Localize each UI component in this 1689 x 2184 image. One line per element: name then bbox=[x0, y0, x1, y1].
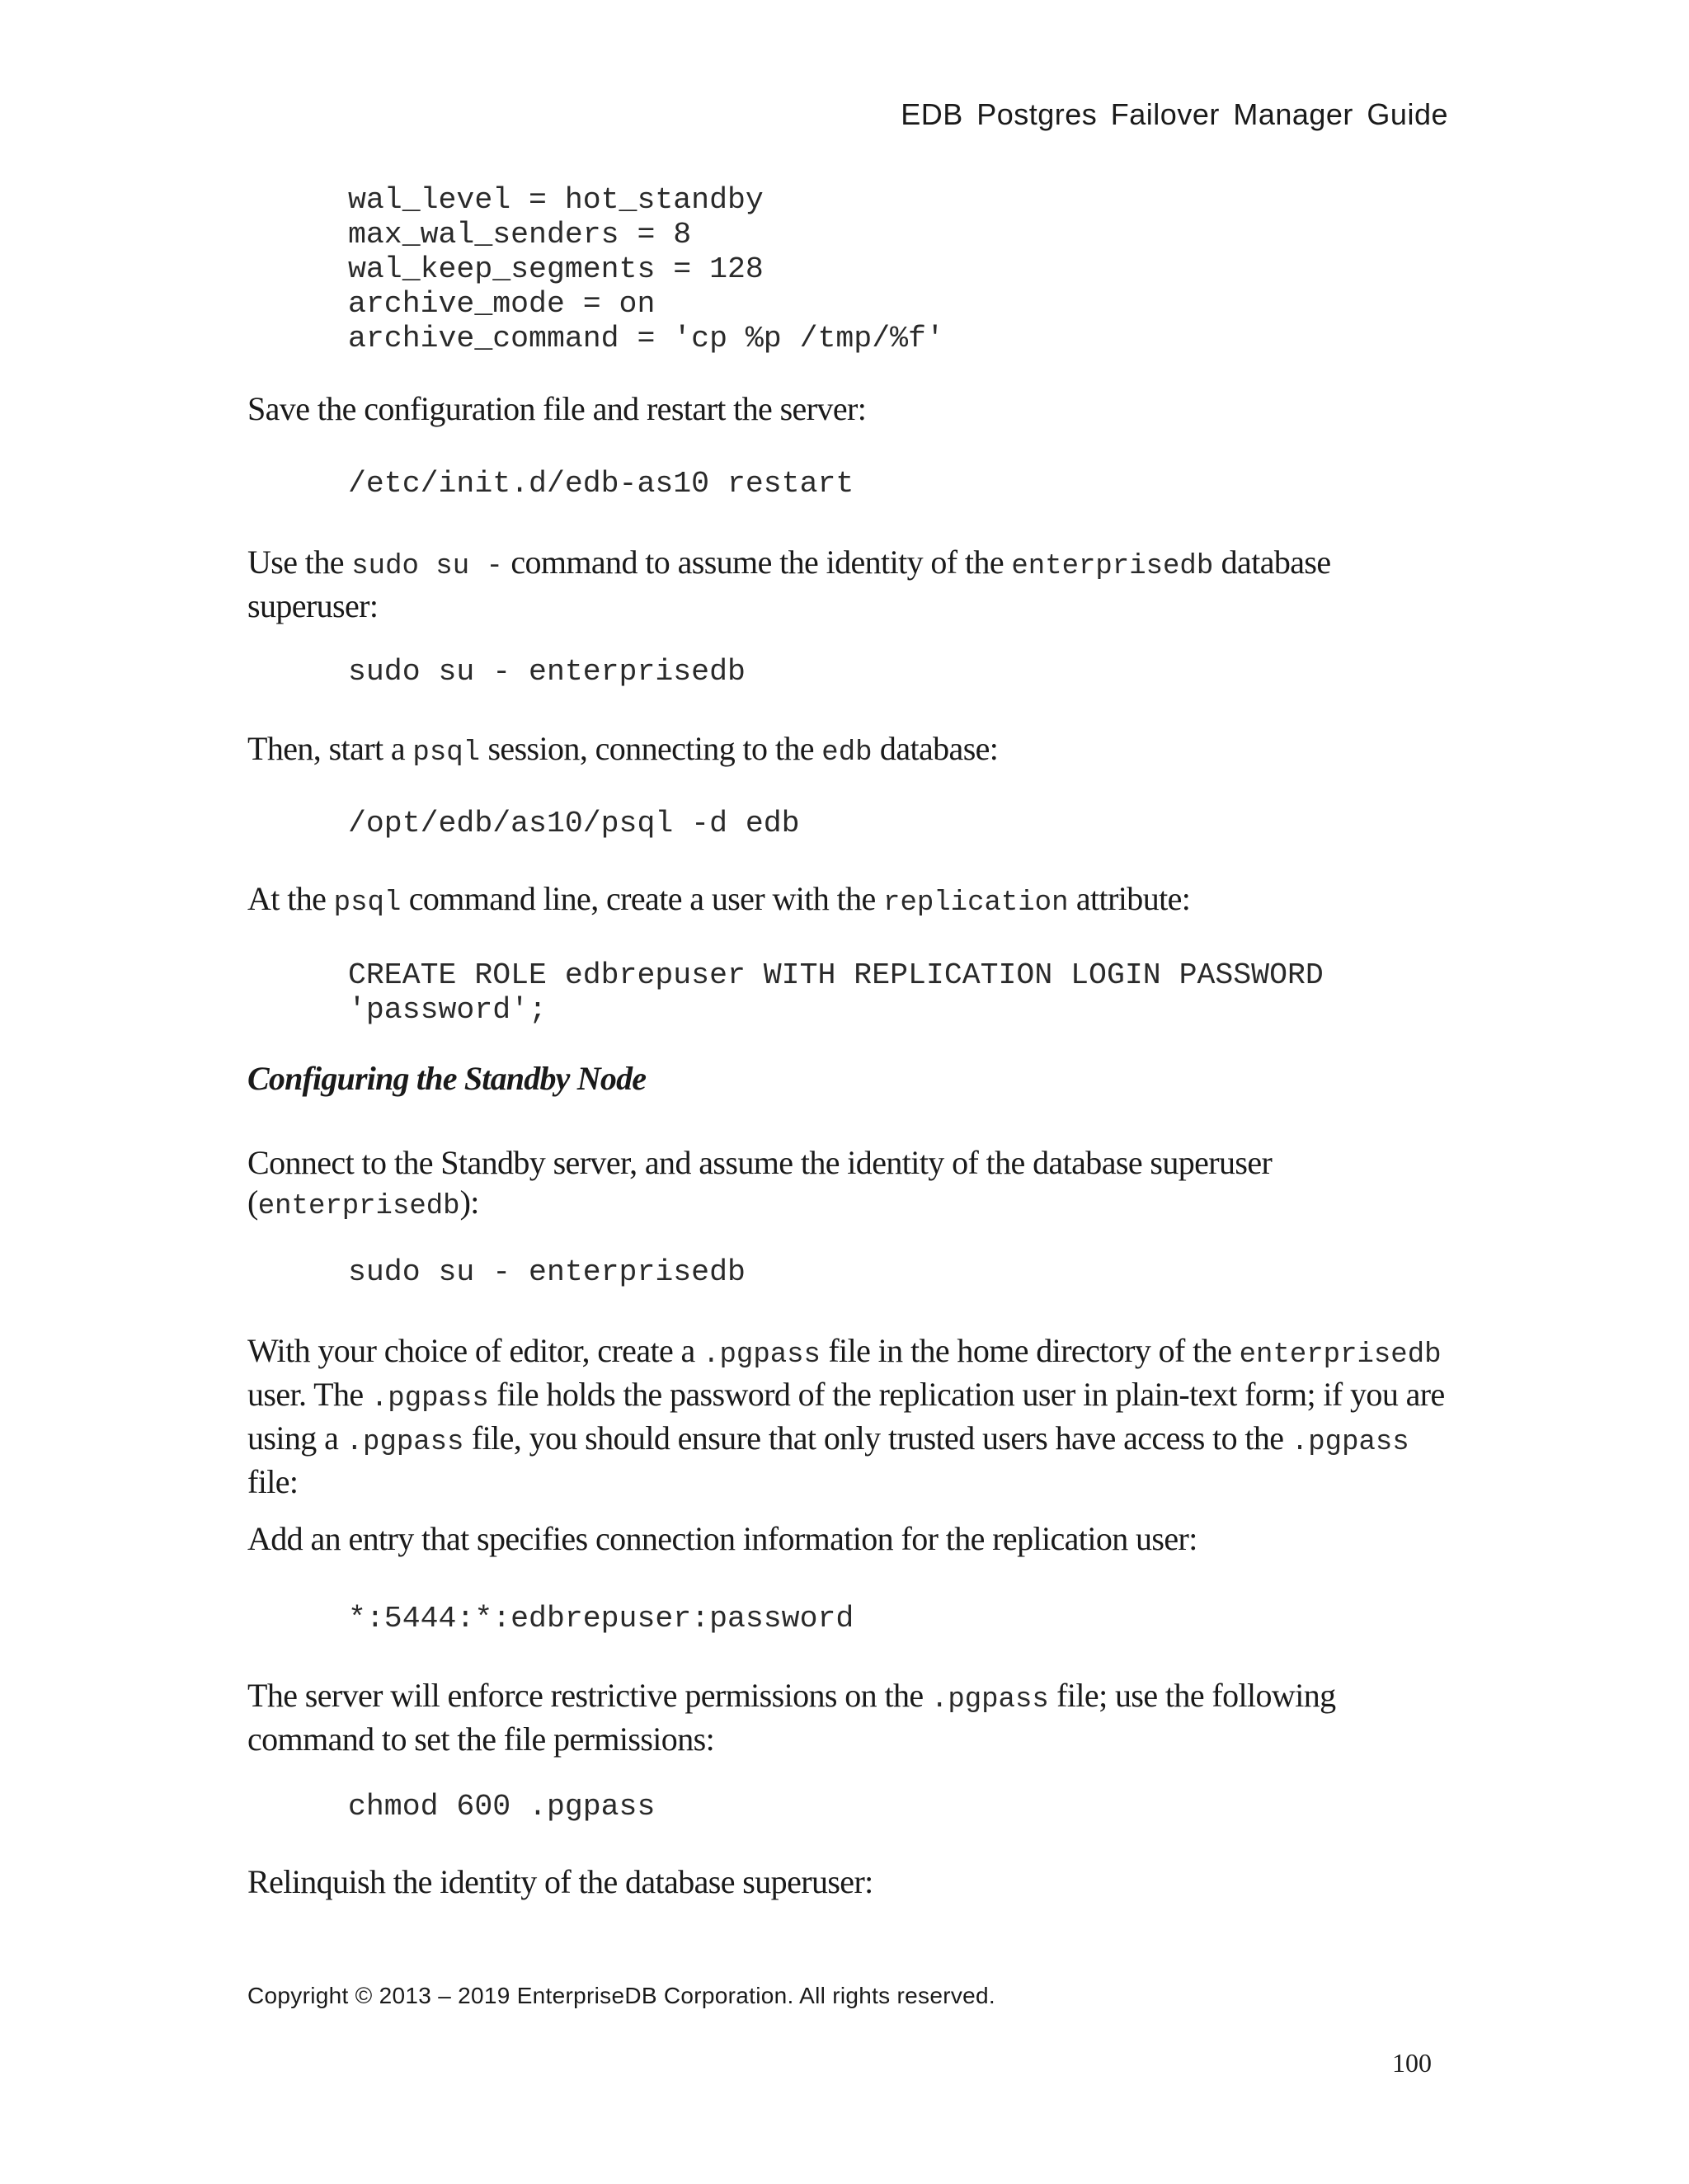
code-block-sudo-su: sudo su - enterprisedb bbox=[348, 655, 746, 689]
code-block-restart: /etc/init.d/edb-as10 restart bbox=[348, 467, 854, 501]
paragraph-create-user: At the psql command line, create a user with the replication attribute: bbox=[247, 880, 1191, 919]
paragraph-sudo-su: Use the sudo su - command to assume the identity of the enterprisedb database superuser: bbox=[247, 544, 1331, 624]
code-block-create-role: CREATE ROLE edbrepuser WITH REPLICATION LOGIN PASSWORD 'password'; bbox=[348, 958, 1324, 1027]
paragraph-permissions: The server will enforce restrictive permissions on the .pgpass file; use the following command to set the file permissions: bbox=[247, 1677, 1336, 1758]
code-block-chmod: chmod 600 .pgpass bbox=[348, 1790, 656, 1824]
page-header: EDB Postgres Failover Manager Guide bbox=[901, 97, 1448, 131]
paragraph-pgpass: With your choice of editor, create a .pgpass file in the home directory of the enterprisedb user. The .pgpass file holds the password of the replication user in plain-text form; if you are using a .pgpass file, you should ensure that only trusted users have access to the .pgpass file: bbox=[247, 1332, 1445, 1500]
paragraph-save-config: Save the configuration file and restart the server: bbox=[247, 390, 867, 427]
code-block-sudo-su-standby: sudo su - enterprisedb bbox=[348, 1255, 746, 1289]
paragraph-relinquish: Relinquish the identity of the database superuser: bbox=[247, 1863, 873, 1900]
paragraph-connect-standby: Connect to the Standby server, and assume the identity of the database superuser (enterprisedb): bbox=[247, 1144, 1273, 1222]
code-block-postgresql-conf: wal_level = hot_standby max_wal_senders = 8 wal_keep_segments = 128 archive_mode = on archive_command = 'cp %p /tmp/%f' bbox=[348, 183, 944, 355]
section-heading-standby: Configuring the Standby Node bbox=[247, 1060, 647, 1097]
paragraph-add-entry: Add an entry that specifies connection information for the replication user: bbox=[247, 1520, 1197, 1557]
paragraph-start-psql: Then, start a psql session, connecting to the edb database: bbox=[247, 730, 999, 769]
code-block-pgpass-entry: *:5444:*:edbrepuser:password bbox=[348, 1602, 854, 1636]
page-footer-copyright: Copyright © 2013 – 2019 EnterpriseDB Corporation. All rights reserved. bbox=[247, 1983, 995, 2008]
page-number: 100 bbox=[1392, 2048, 1432, 2078]
code-block-psql: /opt/edb/as10/psql -d edb bbox=[348, 807, 800, 840]
